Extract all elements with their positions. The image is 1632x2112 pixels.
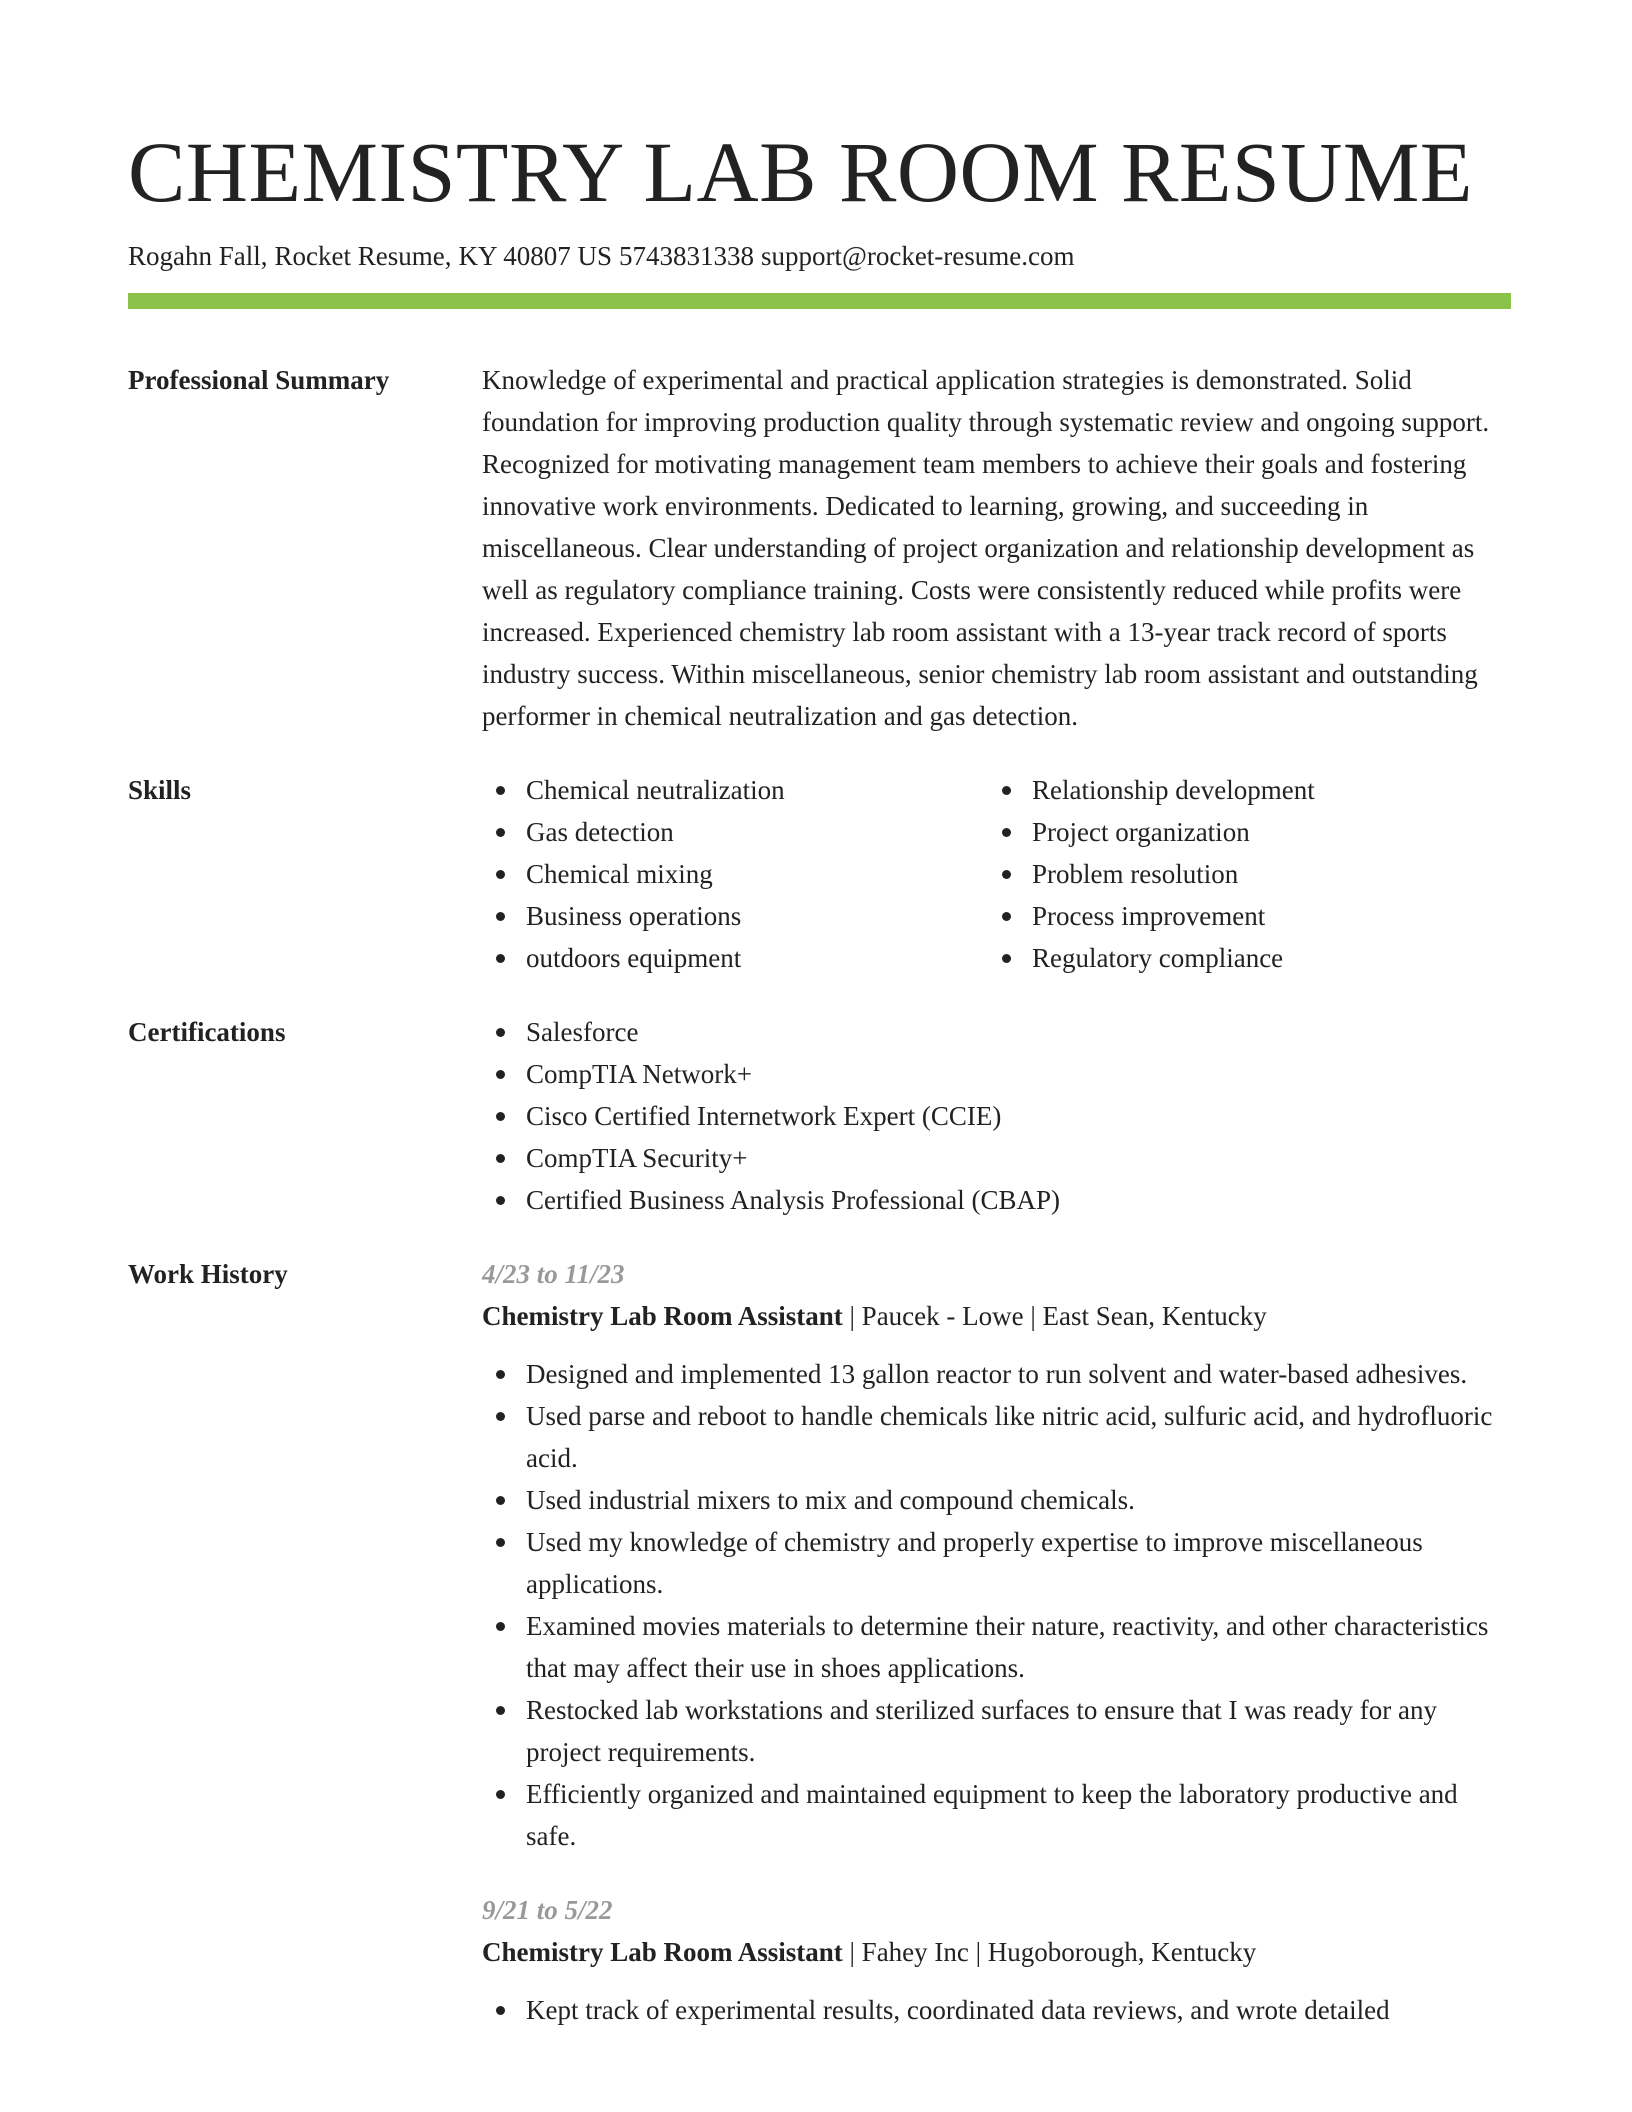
resume-title: CHEMISTRY LAB ROOM RESUME xyxy=(128,124,1473,220)
certification-item: Cisco Certified Internetwork Expert (CCIE) xyxy=(482,1095,1511,1137)
job-bullet: Restocked lab workstations and sterilized surfaces to ensure that I was ready for any project requirements. xyxy=(482,1689,1511,1773)
certification-item: Certified Business Analysis Professional (CBAP) xyxy=(482,1179,1511,1221)
job-bullet: Designed and implemented 13 gallon reactor to run solvent and water-based adhesives. xyxy=(482,1353,1511,1395)
skill-item: Project organization xyxy=(988,811,1494,853)
skill-item: Gas detection xyxy=(482,811,988,853)
contact-email[interactable]: support@rocket-resume.com xyxy=(760,241,1075,271)
skills-columns xyxy=(482,769,1511,979)
certification-item: Salesforce xyxy=(482,1011,1511,1053)
job-bullet: Used my knowledge of chemistry and properly expertise to improve miscellaneous applications. xyxy=(482,1521,1511,1605)
accent-divider xyxy=(128,293,1511,309)
skills-list-left xyxy=(482,769,988,979)
certification-item: CompTIA Security+ xyxy=(482,1137,1511,1179)
job-bullets xyxy=(482,1353,1511,1857)
skill-item: outdoors equipment xyxy=(482,937,988,979)
contact-location: KY 40807 US xyxy=(458,241,612,271)
skills-section xyxy=(128,769,1511,979)
job-entry xyxy=(482,1889,1511,2031)
work-history-label: Work History xyxy=(128,1259,288,1289)
skill-item: Business operations xyxy=(482,895,988,937)
job-bullet: Kept track of experimental results, coordinated data reviews, and wrote detailed xyxy=(482,1989,1511,2031)
certification-item: CompTIA Network+ xyxy=(482,1053,1511,1095)
job-dates: 9/21 to 5/22 xyxy=(482,1895,613,1925)
skill-item: Problem resolution xyxy=(988,853,1494,895)
job-heading xyxy=(482,1295,1511,1337)
summary-label: Professional Summary xyxy=(128,365,390,395)
summary-text: Knowledge of experimental and practical application strategies is demonstrated. Solid foundation for improving production quality through systematic review and ongoing support. Recognized for motivating management team members to achieve their goals and fostering innovative work environments. Dedicated to learning, growing, and succeeding in miscellaneous. Clear understanding of project organization and relationship development as well as regulatory compliance training. Costs were consistently reduced while profits were increased. Experienced chemistry lab room assistant with a 13-year track record of sports industry success. Within miscellaneous, senior chemistry lab room assistant and outstanding performer in chemical neutralization and gas detection. xyxy=(482,365,1490,731)
certifications-body xyxy=(482,1011,1511,1221)
resume-page xyxy=(128,0,1511,2031)
skills-list-right xyxy=(988,769,1494,979)
contact-phone: 5743831338 xyxy=(618,241,754,271)
job-bullet: Used parse and reboot to handle chemicals like nitric acid, sulfuric acid, and hydrofluoric acid. xyxy=(482,1395,1511,1479)
job-dates: 4/23 to 11/23 xyxy=(482,1259,625,1289)
job-bullet: Used industrial mixers to mix and compound chemicals. xyxy=(482,1479,1511,1521)
contact-name: Rogahn Fall, xyxy=(128,241,268,271)
skill-item: Relationship development xyxy=(988,769,1494,811)
certifications-list xyxy=(482,1011,1511,1221)
job-title: Chemistry Lab Room Assistant xyxy=(482,1301,843,1331)
certifications-section xyxy=(128,1011,1511,1221)
job-details: | Fahey Inc | Hugoborough, Kentucky xyxy=(842,1937,1257,1967)
summary-section xyxy=(128,359,1511,737)
skill-item: Regulatory compliance xyxy=(988,937,1494,979)
job-bullets xyxy=(482,1989,1511,2031)
skills-label: Skills xyxy=(128,775,192,805)
job-entry xyxy=(482,1253,1511,1857)
job-heading xyxy=(482,1931,1511,1973)
skill-item: Chemical neutralization xyxy=(482,769,988,811)
work-history-body xyxy=(482,1253,1511,2031)
work-history-section xyxy=(128,1253,1511,2031)
certifications-label: Certifications xyxy=(128,1017,286,1047)
job-bullet: Examined movies materials to determine their nature, reactivity, and other characteristics that may affect their use in shoes applications. xyxy=(482,1605,1511,1689)
contact-company: Rocket Resume, xyxy=(274,241,452,271)
skill-item: Chemical mixing xyxy=(482,853,988,895)
job-bullet: Efficiently organized and maintained equipment to keep the laboratory productive and safe. xyxy=(482,1773,1511,1857)
skill-item: Process improvement xyxy=(988,895,1494,937)
job-details: | Paucek - Lowe | East Sean, Kentucky xyxy=(842,1301,1267,1331)
contact-line xyxy=(128,238,1511,274)
job-title: Chemistry Lab Room Assistant xyxy=(482,1937,843,1967)
